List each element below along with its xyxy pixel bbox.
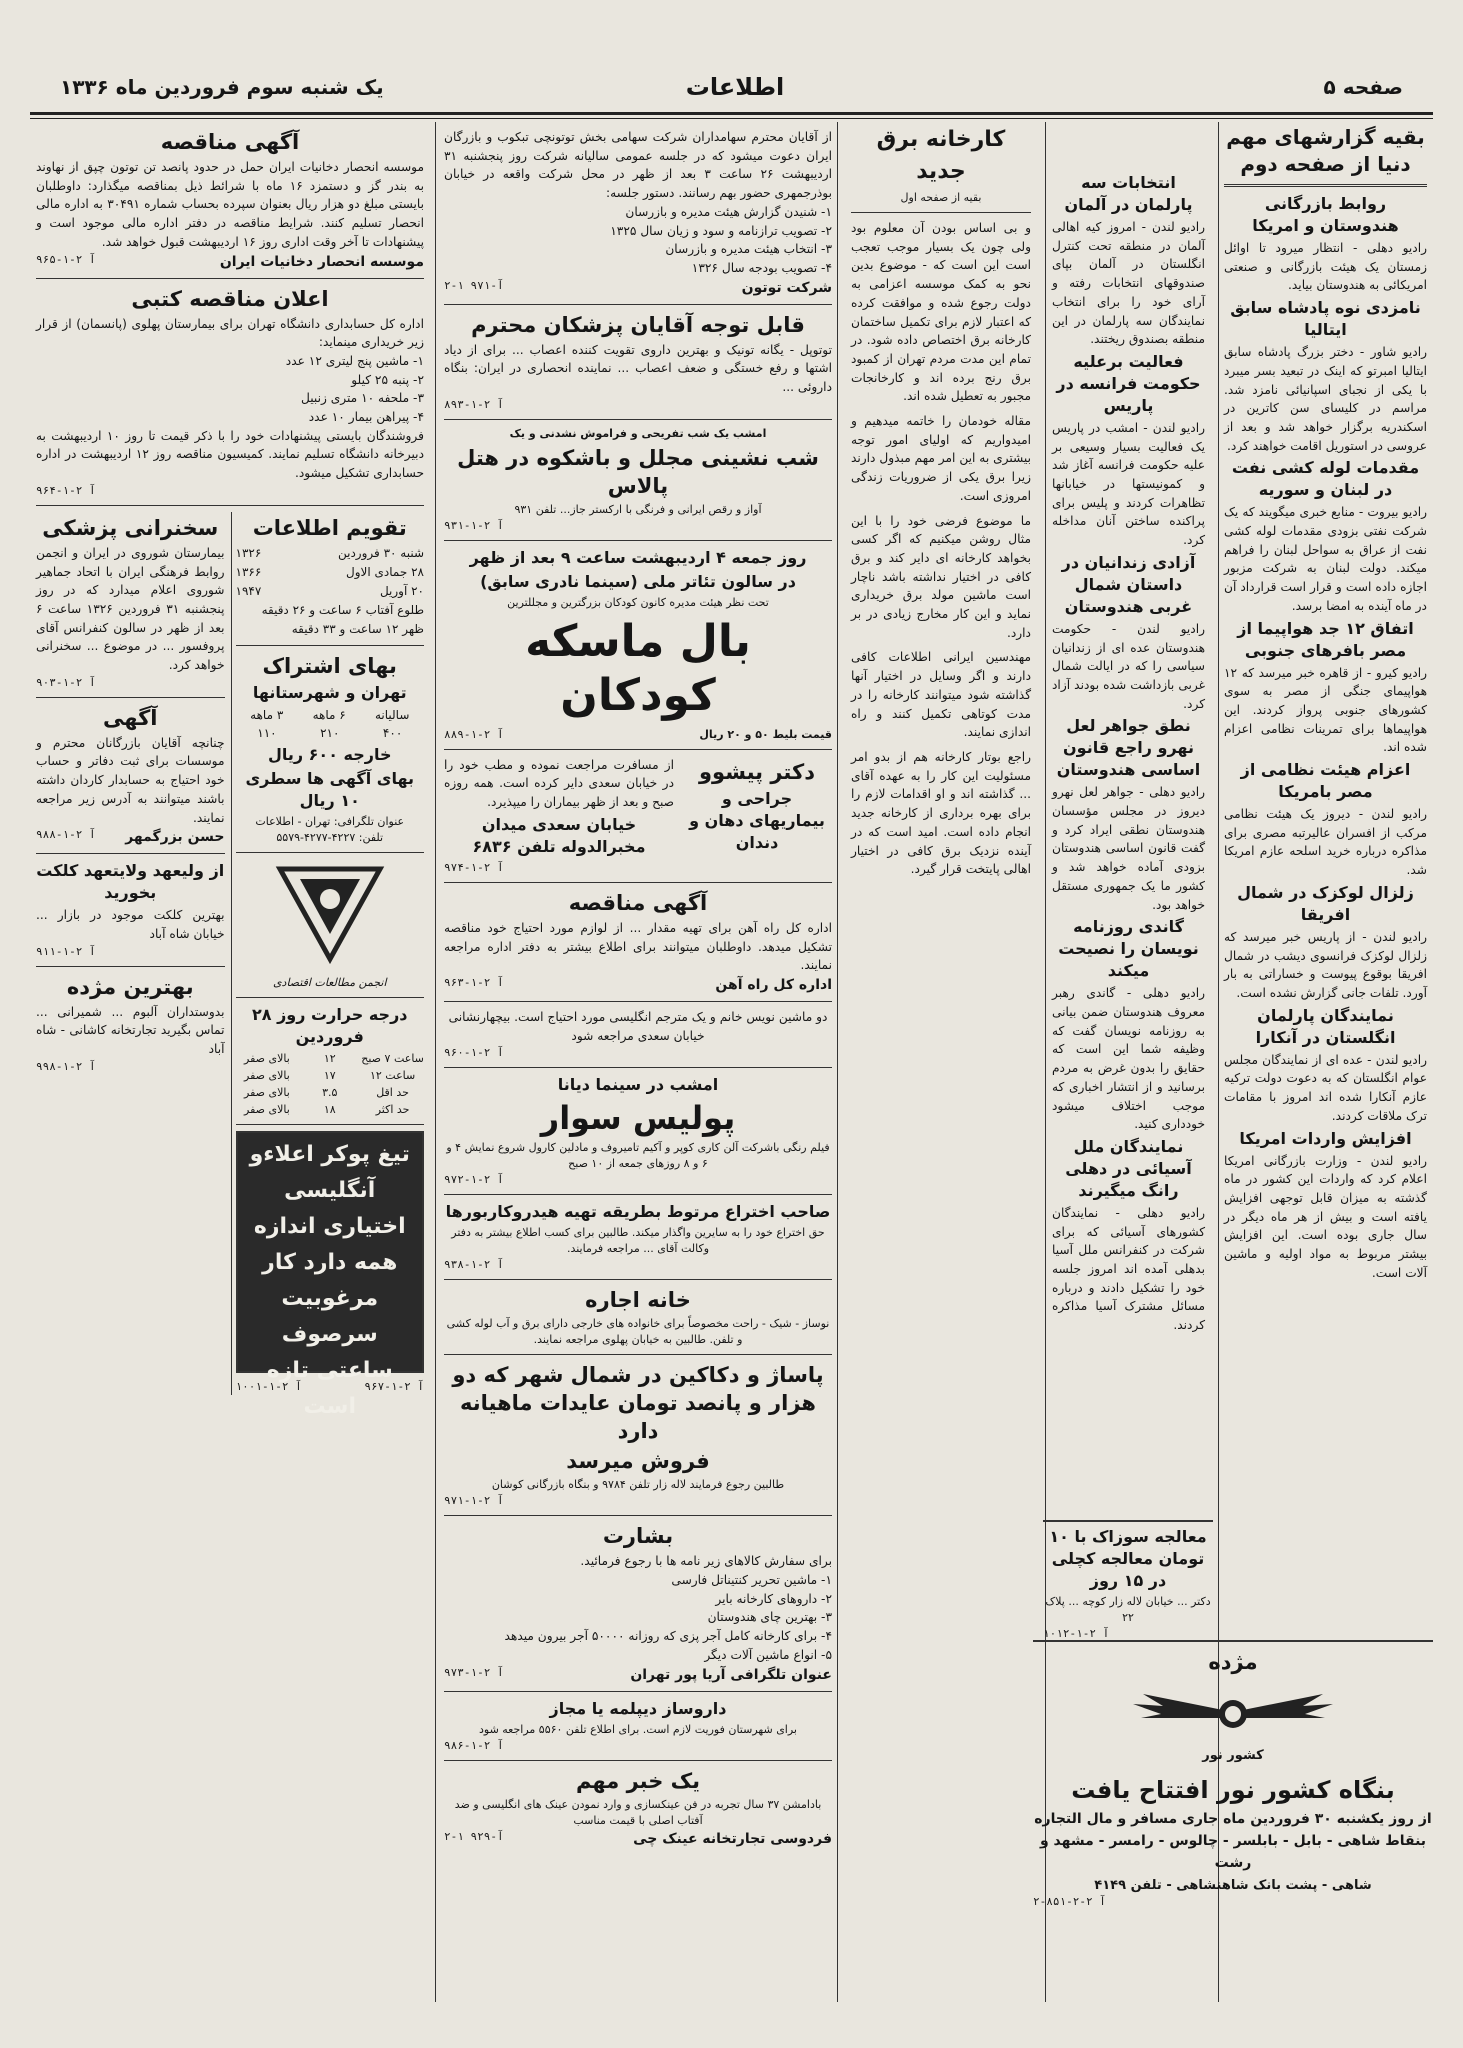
tender-item: ۴- پیراهن بیمار ۱۰ عدد [308,410,424,425]
ad-code: ۸۹۳-آ ۲-۱ [444,397,504,411]
agenda-item: ۳- انتخاب هیئت مدیره و بازرسان [665,242,832,257]
lecture-title: سخنرانی پزشکی [42,515,219,540]
doctor-name: دکتر پیشوو [699,759,815,784]
logo-caption: انجمن مطالعات اقتصادی [272,975,387,989]
column-ads-center [438,122,838,2002]
pharmacist-title: داروساز دیپلمه یا مجاز [549,1698,727,1718]
pharmacist-body: برای شهرستان فوریت لازم است. برای اطلاع تلفن ۵۵۶۰ مراجعه شود [478,1722,797,1736]
basharat-item: ۴- برای کارخانه کامل آجر پزی که روزانه ۵۰۰۰۰ آجر بیرون میدهد [504,1629,832,1644]
tender-tobacco [36,128,424,272]
subscription-foreign: خارجه ۶۰۰ ریال [267,744,392,764]
tender-body: اداره کل راه آهن برای تهیه مقدار ... از لوازم مورد احتیاج خود مناقصه تشکیل میدهد. داوطلبان میتوانند برای اطلاع بیشتر به دفتر اداره مراجعه نمایند. [444,920,832,973]
headline: نمایندگان ملل آسیائی در دهلی رانگ میگیرند [1065,1136,1192,1200]
article-body: رادیو دهلی - نمایندگان کشورهای آسیائی که برای شرکت در کنفرانس ملل آسیا بدهلی آمده اند امروز جلسه خود را تشکیل دادند و درباره مسائل مشترک آسیا مذاکره کردند. [1052,1205,1205,1333]
logo-text: کشور نور [1202,1748,1264,1763]
tender-sign: اداره کل راه آهن [715,976,832,993]
ad-title: قابل توجه آقایان پزشکان محترم [471,312,805,337]
page-number: صفحه ۵ [1323,75,1403,99]
subscription-tel: تلفن: ۴۲۲۷-۴۲۷۷-۵۵۷۹ [276,830,384,844]
calendar-title: تقویم اطلاعات [252,515,407,540]
notice-sign: شرکت توتون [741,279,832,296]
tender-body: فروشندگان بایستی پیشنهادات خود را با ذکر قیمت تا روز ۱۰ اردیبهشت به دبیرخانه دانشگاه تسلیم نمایند. کمیسیون مناقصه روز ۱۲ اردیبهشت در اداره حسابداری تشکیل میشود. [36,428,425,481]
article-body: رادیو کیرو - از قاهره خبر میرسد که ۱۲ هواپیمای جنگی از مصر به سوی کشورهای جنوبی پرواز کردند. این هواپیماها برای تمرینات نظامی اعزام شده اند. [1224,665,1427,755]
calendar-label: ظهر ۱۲ ساعت و ۳۳ دقیقه [291,621,424,636]
ad-title: بنگاه کشور نور افتتاح یافت [1071,1776,1395,1804]
calendar-label: شنبه ۳۰ فروردین [337,545,424,560]
ad-title: شب نشینی مجلل و باشکوه در هتل پالاس [457,445,819,498]
ad-code: ۹۸۶-آ ۲-۱ [444,1738,504,1752]
ad-body: دو ماشین نویس خانم و یک مترجم انگلیسی مورد احتیاج است. بیچهارنشانی خیابان سعدی مراجعه شود [448,1009,828,1043]
temp-unit: بالای صفر [244,1102,290,1116]
ad-patent [444,1201,832,1273]
date-line: یک شنبه سوم فروردین ماه ۱۳۳۶ [60,75,384,99]
article-body: رادیو دهلی - انتظار میرود تا اوائل زمستان یک هیئت بازرگانی و صنعتی امریکائی به هندوستان بیاید. [1224,241,1427,293]
ad-title: از ولیعهد ولایتعهد کلکت بخورید [36,861,225,903]
agenda-item: ۲- تصویب ترازنامه و سود و زیان سال ۱۳۲۵ [610,223,832,238]
headline: نطق جواهر لعل نهرو راجع قانون اساسی هندوستان [1056,716,1201,780]
temperature-title: درجه حرارت روز ۲۸ فروردین [251,1004,408,1046]
poster-text: تیغ پوکر اعلاءو آنگلیسی اختیاری اندازه همه دارد کار مرغوبیت سرصوف ساعتی تازه است [249,1141,410,1419]
ad-pre: روز جمعه ۴ اردیبهشت ساعت ۹ بعد از ظهر [469,547,807,567]
ad-body: دکتر ... خیابان لاله زار کوچه ... پلاک ۲۲ [1045,1595,1211,1624]
temp-label: حد اقل [376,1085,409,1099]
rent-title: خانه اجاره [585,1288,691,1313]
tender-item: ۳- ملحفه ۱۰ متری زنبیل [300,391,424,406]
tender-intro: اداره کل حسابداری دانشگاه تهران برای بیمارستان پهلوی (پانسمان) از قرار زیر خریداری مینماید: [36,316,424,350]
tender-railway [444,889,832,995]
tender-code: ۹۶۳-آ ۲-۱ [444,975,504,989]
ad-code: ۱۰۰۱-آ ۲-۱ [235,1379,302,1393]
calendar-label: طلوع آفتاب ۶ ساعت و ۲۶ دقیقه [261,602,424,617]
ad-body: آواز و رقص ایرانی و فرنگی با ارکستر جاز... تلفن ۹۳۱ [514,502,762,516]
article-body: رادیو لندن - حکومت هندوستان عده ای از زندانیان سیاسی را که در ایالت شمال غربی بازداشت شده بودند آزاد کرد. [1052,621,1205,711]
ad-passage [444,1361,832,1509]
ad-pharmacist [444,1698,832,1754]
subscription-ad-price: بهای آگهی ها سطری ۱۰ ریال [245,768,415,810]
ad-code: ۹۷۲-آ ۲-۱ [444,1173,504,1187]
article-body: ما موضوع فرضی خود را با این مثال روشن میکنیم که اگر کسی بخواهد کارخانه ای دایر کند و برق کافی در اختیار نداشته باشد ناچار است ماشین مولد برق خریداری نماید و این کار مخارج زیادی در بر دارد. [851,513,1031,640]
header-rule [30,112,1433,115]
basharat-item: ۳- بهترین چای هندوستان [707,1610,832,1625]
ad-place: در سالون تئاتر ملی (سینما نادری سابق) [480,571,796,591]
article-body: رادیو لندن - امشب در پاریس یک فعالیت بسیار وسیعی بر علیه حکومت فرانسه آغاز شد و کمونیستها در خیابانها تظاهرات کردند و پلیس برای پراکنده ساختن آنان مداخله کرد. [1052,420,1205,548]
article-body: رادیو بیروت - منابع خبری میگویند که یک شرکت نفتی بزودی مقدمات لوله کشی نفت از عراق به سواحل لبنان را فراهم میکند. دولت لبنان به شرکت مزبور اجازه داده است و قرار است قرارداد آن در ماه آینده به امضا برسد. [1224,505,1427,613]
triangle-emblem-icon [270,859,390,969]
ad-pre: امشب یک شب تفریحی و فراموش نشدنی و یک [509,426,767,440]
temp-value: ۱۷ [323,1068,336,1082]
ad-title: بهترین مژده [66,974,194,999]
subscription-sub: تهران و شهرستانها [252,682,407,702]
temp-value: ۳.۵ [322,1085,338,1099]
basharat-item: برای سفارش کالاهای زیر نامه ها با رجوع فرمائید. [580,1554,832,1569]
column-electric-plant [845,122,1037,2002]
subscription-head: ۳ ماهه [250,707,284,722]
cinema-title: پولیس سوار [540,1099,736,1138]
ad-tel: شاهی - پشت بانک شاهنشاهی - تلفن ۴۱۴۹ [1094,1878,1372,1893]
ad-title: معالجه سوزاک با ۱۰ تومان معالجه کچلی در ۱۵ روز [1049,1527,1207,1590]
ad-important-news [444,1767,832,1849]
news-title: یک خبر مهم [575,1768,701,1793]
ad-typist [444,1008,832,1061]
ad-code: ۹۷۱-آ ۲-۱ [444,1494,504,1508]
basharat-addr: عنوان تلگرافی آریا پور تهران [630,1666,832,1683]
headline: آزادی زندانیان در داستان شمال غربی هندوستان [1061,552,1196,616]
ad-heading: مژده [1208,1650,1258,1674]
article-body: رادیو لندن - دیروز یک هیئت نظامی مرکب از افسران عالیرتبه مصری برای مذاکره درباره خرید اسلحه عازم امریکا شد. [1224,807,1427,878]
basharat-item: ۵- انواع ماشین آلات دیگر [704,1647,832,1662]
subscription-address: عنوان تلگرافی: تهران - اطلاعات [255,814,405,828]
basharat-item: ۱- ماشین تحریر کنتیناتل فارسی [671,1573,832,1588]
ad-code: ۸۸۹-آ ۲-۱ [444,727,504,741]
cinema-pre: امشب در سینما دیانا [557,1075,719,1095]
ad-code: ۹۳۱-آ ۲-۱ [444,518,504,532]
ad-body: از روز یکشنبه ۳۰ فروردین ماه جاری مسافر و مال التجاره بنقاط شاهی - بابل - بابلسر - چالوس - رامسر - مشهد و رشت [1034,1811,1432,1871]
ad-code: ۹۱۱-آ ۲-۱ [36,944,96,958]
temp-value: ۱۲ [323,1051,336,1065]
ad-code: ۹۰۳-آ ۲-۱ [36,675,96,689]
ad-code: ۲-۱ ۹۲۹-آ [444,1829,504,1843]
tender-title: آگهی مناقصه [568,890,708,915]
header-rule-2 [30,118,1433,119]
article-subtitle: بقیه از صفحه اول [900,191,982,204]
notice-sign: حسن بزرگمهر [125,829,225,846]
tender-item: ۱- ماشین پنج لیتری ۱۲ عدد [285,353,424,368]
cinema-body: فیلم رنگی باشرکت آلن کاری کوپر و آکیم تامیروف و مادلین کارول شروع نمایش ۴ و ۶ و ۸ روزهای جمعه از ۱۰ صبح [446,1141,830,1171]
temp-unit: بالای صفر [244,1051,290,1065]
notice-body: از آقایان محترم سهامداران شرکت سهامی بخش توتونچی تبکوب و بازرگان ایران دعوت میشود که در جلسه عمومی سالیانه شرکت روز پنجشنبه ۳۱ اردیبهشت ۲۶ ساعت ۳ بعد از ظهر در محل شرکت واقعه در خیابان بوذرجمهری حضور بهم رسانند. دستور جلسه: [444,130,832,201]
ad-code: ۲-۸۵۱-آ ۲-۲ [1033,1895,1106,1908]
ad-code: ۹۸۸-آ ۲-۱ [36,828,96,842]
headline: نمایندگان پارلمان انگلستان در آنکارا [1255,1005,1396,1047]
section-title: بقیه گزارشهای مهم دنیا از صفحه دوم [1226,125,1425,176]
calendar-label: ۲۰ آوریل [379,583,424,598]
article-title: کارخانه برق جدید [876,127,1006,184]
ad-rent [444,1286,832,1348]
temp-label: ساعت ۱۲ [369,1068,416,1082]
subscription-head: سالیانه [374,707,410,722]
column-tenders [30,122,430,2002]
calendar-value: ۱۳۶۶ [235,564,262,579]
headline: روابط بازرگانی هندوستان و امریکا [1252,194,1399,235]
passage-title: پاساژ و دکاکین در شمال شهر که دو هزار و پانصد تومان عایدات ماهیانه دارد [452,1363,824,1444]
temp-unit: بالای صفر [244,1085,290,1099]
ad-basharat [444,1522,832,1684]
masthead: اطلاعات [685,73,785,101]
subscription-head: ۶ ماهه [312,707,346,722]
ad-treatment [1043,1520,1213,1640]
headline: اتفاق ۱۲ جد هواپیما از مصر بافرهای جنوبی [1237,618,1414,660]
ad-code: ۹۶۰-آ ۲-۱ [444,1046,504,1060]
doctor-address: خیابان سعدی میدان مخبرالدوله تلفن ۶۸۳۶ [472,814,646,856]
calendar-value: ۱۹۴۷ [235,583,262,598]
article-body: مهندسین ایرانی اطلاعات کافی دارند و اگر وسایل در اختیار آنها گذاشته شود میتوانند کارخانه را در مدت کوتاهی تکمیل کنند و راه اندازی نمایند. [851,650,1031,740]
ad-sub: تحت نظر هیئت مدیره کانون کودکان بزرگترین و مجللترین [507,595,769,609]
article-body: رادیو دهلی - گاندی رهبر معروف هندوستان ضمن بیانی به روزنامه نویسان گفت که وظیفه شما این است که حقایق را بدون غرض به مردم برسانید و از انتشار اخباری که موجب اختلاف میشود خودداری کنید. [1052,986,1205,1132]
subscription-value: ۲۱۰ [320,725,340,740]
headline: نامزدی نوه پادشاه سابق ایتالیا [1230,298,1421,340]
article-body: رادیو لندن - امروز کیه اهالی آلمان در منطقه تحت کنترل انگلستان در آلمان بپای صندوقهای انتخابات رفته و آرای خود را برای انتخاب نمایندگان سه پارلمان در این منطقه بصندوق ریختند. [1052,220,1205,347]
ad-code: ۹۷۴-آ ۲-۱ [444,860,504,874]
headline: انتخابات سه پارلمان در آلمان [1064,173,1193,214]
tender-code: ۹۶۵-آ ۲-۱ [36,252,96,266]
temp-label: ساعت ۷ صبح [361,1051,424,1065]
calendar-label: ۲۸ جمادی الاول [346,564,424,579]
patent-body: حق اختراع خود را به سایرین واگذار میکند. طالبین برای کسب اطلاع بیشتر به دفتر وکالت آقای ... مراجعه فرمایند. [451,1226,825,1256]
article-body: رادیو لندن - وزارت بازرگانی امریکا اعلام کرد که واردات این کشور در ماه گذشته به میزان قابل توجهی افزایش یافته است و بیش از هر ماه دیگر در سال جاری بوده است. این افزایش بیشتر مربوط به مواد اولیه و ماشین آلات است. [1224,1153,1427,1280]
headline: اعزام هیئت نظامی از مصر بامریکا [1240,760,1411,802]
agenda-item: ۴- تصویب بودجه سال ۱۳۲۶ [691,260,832,275]
notice-title: آگهی [102,705,158,730]
ad-doctors [444,311,832,413]
winged-logo-icon [1123,1682,1343,1742]
ad-title: بال ماسکه کودکان [525,615,751,721]
temp-label: حد اکثر [375,1102,410,1116]
article-body: و بی اساس بودن آن معلوم بود ولی چون یک بسیار موجب تعجب است این است که - موضوع بدین نحو به کمک موسسه اعزامی به دولت رجوع شده و موافقت کرده که اعتبار لازم برای تکمیل ساختمان کارخانه برق اختصاص داده شود. در تمام این مدت مردم تهران از کمبود برق رنج برده اند و کارخانجات مجبور به تعطیل شده اند. [851,221,1031,404]
article-body: رادیو لندن - عده ای از نمایندگان مجلس عوام انگلستان که به دعوت دولت ترکیه عازم آنکارا شده اند امروز با مقامات ترک ملاقات کردند. [1224,1052,1427,1123]
rent-body: نوساز - شیک - راحت مخصوصاً برای خانواده های خارجی دارای برق و آب لوله کشی و تلفن. طالبین به خیابان پهلوی مراجعه نمایند. [446,1317,830,1347]
tender-title: آگهی مناقصه [160,130,300,154]
doctor-specialty: جراحی و بیماریهای دهان و دندان [689,788,825,852]
ad-code: ۱۰۱۲-آ ۲-۱ [1043,1627,1110,1640]
headline: افزایش واردات امریکا [1239,1128,1412,1148]
subscription-value: ۴۰۰ [382,725,403,740]
subscription-title: بهای اشتراک [262,653,397,678]
news-sign: فردوسی تجارتخانه عینک چی [633,1830,832,1847]
lecture-body: بیمارستان شوروی در ایران و انجمن روابط فرهنگی ایران با اتحاد جماهیر شوروی اعلام میدارد که در روز پنجشنبه ۳۱ فروردین ۱۳۲۶ ساعت ۶ بعد از ظهر در سالون کنفرانس آقای پروفسور ... در موضوع ... سخنرانی خواهد کرد. [36,545,225,673]
news-body: بادامشن ۳۷ سال تجربه در فن عینکسازی و وارد نمودن عینک های انگلیسی و ضد آفتاب اصلی با قیمت مناسب [454,1797,822,1827]
headline: فعالیت برعلیه حکومت فرانسه در پاریس [1056,351,1201,415]
subscription-value: ۱۱۰ [257,725,277,740]
ad-code: ۹۷۳-آ ۲-۱ [444,1665,504,1679]
headline: گاندی روزنامه نویسان را نصیحت میکند [1058,917,1199,981]
tender-title: اعلان مناقصه کتبی [131,286,329,311]
tender-sign: موسسه انحصار دخانیات ایران [219,253,424,270]
ad-body: توتوپل - یگانه تونیک و بهترین داروی تقویت کننده اعصاب ... برای از دیاد اشتها و رفع خستگی و ضعف اعصاب ... نماینده انحصاری در ایران: بنگاه داروئی ... [444,342,832,395]
passage-sale: فروش میرسد [566,1449,710,1474]
temp-unit: بالای صفر [244,1068,290,1082]
tender-code: ۹۶۴-آ ۲-۱ [36,483,96,497]
notice-code: ۲-۱ ۹۷۱-آ [444,278,504,292]
column-rule [435,122,436,2002]
ad-body: بدوستداران آلبوم ... شمیرانی ... تماس بگیرید تجارتخانه کاشانی - شاه آباد [36,1004,225,1057]
notice-shareholders [444,128,832,298]
society-logo [236,859,425,969]
ad-palace-hotel [444,426,832,534]
ad-kishvar-noor [1033,1640,1433,1992]
tender-item: ۲- پنبه ۲۵ کیلو [351,372,424,387]
article-body: مقاله خودمان را خاتمه میدهیم و امیدواریم که اولیای امور توجه بیشتری به این امر مهم مبذول دارند زیرا برق یکی از ضروریات زندگی امروزی است. [851,414,1031,503]
ad-body: بهترین کلکت موجود در بازار ... خیابان شاه آباد [36,908,225,941]
ad-code: ۹۶۷-آ ۲-۱ [364,1379,424,1393]
article-body: رادیو لندن - از پاریس خبر میرسد که زلزال لوکزک فرانسوی دیشب در شمال افریقا بوقوع پیوست و خساراتی به بار آورد. تلفات جانی گزارش نشده است. [1224,929,1427,1000]
article-body: رادیو شاور - دختر بزرگ پادشاه سابق ایتالیا امبرتو که اینک در تبعید بسر میبرد با یکی از نجبای اسپانیائی نامزد شد. مراسم در کلیسای سن کاترین در اسکندریه برگزار خواهد شد و بعد از عروسی در استوریل اقامت خواهند کرد. [1224,345,1427,453]
tender-university [36,285,424,499]
ad-dentist [444,756,832,876]
headline: مقدمات لوله کشی نفت در لبنان و سوریه [1231,458,1420,500]
ad-masked-ball [444,547,832,743]
notice-body: چنانچه آقایان بازرگانان محترم و موسسات برای ثبت دفاتر و حساب خود احتیاج به حسابدار کاردان داشته باشند میتوانند به آدرس زیر مراجعه نمایند. [36,735,225,825]
logo [1033,1682,1433,1742]
agenda-item: ۱- شنیدن گزارش هیئت مدیره و بازرسان [625,204,832,219]
doctor-body: از مسافرت مراجعت نموده و مطب خود را در خیابان سعدی دایر کرده است. همه روزه صبح و بعد از ظهر بیماران را میپذیرد. [444,757,674,810]
article-body: رادیو دهلی - جواهر لعل نهرو دیروز در مجلس مؤسسان هندوستان نطقی ایراد کرد و گفت قانون اساسی هندوستان بزودی آماده خواهد شد و کشور ما یک جمهوری مستقل خواهد بود. [1052,785,1205,912]
basharat-title: بشارت [602,1524,674,1549]
calendar-value: ۱۳۲۶ [235,545,262,560]
column-radio-news [1046,122,1211,1627]
passage-body: طالبین رجوع فرمایند لاله زار تلفن ۹۷۸۴ و بنگاه بازرگانی کوشان [491,1478,785,1492]
article-body: راجع بوتار کارخانه هم از بدو امر مسئولیت این کار را به عهده آقای ... گذاشته اند و او اقدامات لازم را برای بهره برداری از کارخانه جدید انجام داده است. امید است که در آینده نزدیک برق کافی در اختیار اهالی پایتخت قرار گیرد. [851,749,1031,877]
tender-body: موسسه انحصار دخانیات ایران حمل در حدود پانصد تن توتون چپق از نهاوند به بندر گز و دستمزد ۱۶ ماه با شرائط ذیل بمناقصه میگذارد: داوطلبان بایستی مبلغ دو هزار ریال بعنوان سپرده بحساب شماره ۳۰۴۹۱ به اداره مالی انحصار تسلیم کنند. شرایط مناقصه در دفتر اداره مالی موجود است و پیشنهادات تا آخر وقت اداری روز ۱۶ اردیبهشت قبول خواهد شد. [36,160,425,249]
ad-code: ۹۳۸-آ ۲-۱ [444,1258,504,1272]
ad-price: قیمت بلیط ۵۰ و ۲۰ ریال [699,727,832,741]
ad-code: ۹۹۸-آ ۲-۱ [36,1059,96,1073]
patent-title: صاحب اختراع مرتوط بطریقه تهیه هیدروکاربورها [445,1202,831,1222]
headline: زلزال لوکزک در شمال افریقا [1237,882,1414,924]
basharat-item: ۲- داروهای کارخانه بایر [715,1591,832,1606]
ad-cinema [444,1074,832,1188]
temp-value: ۱۸ [323,1102,336,1116]
